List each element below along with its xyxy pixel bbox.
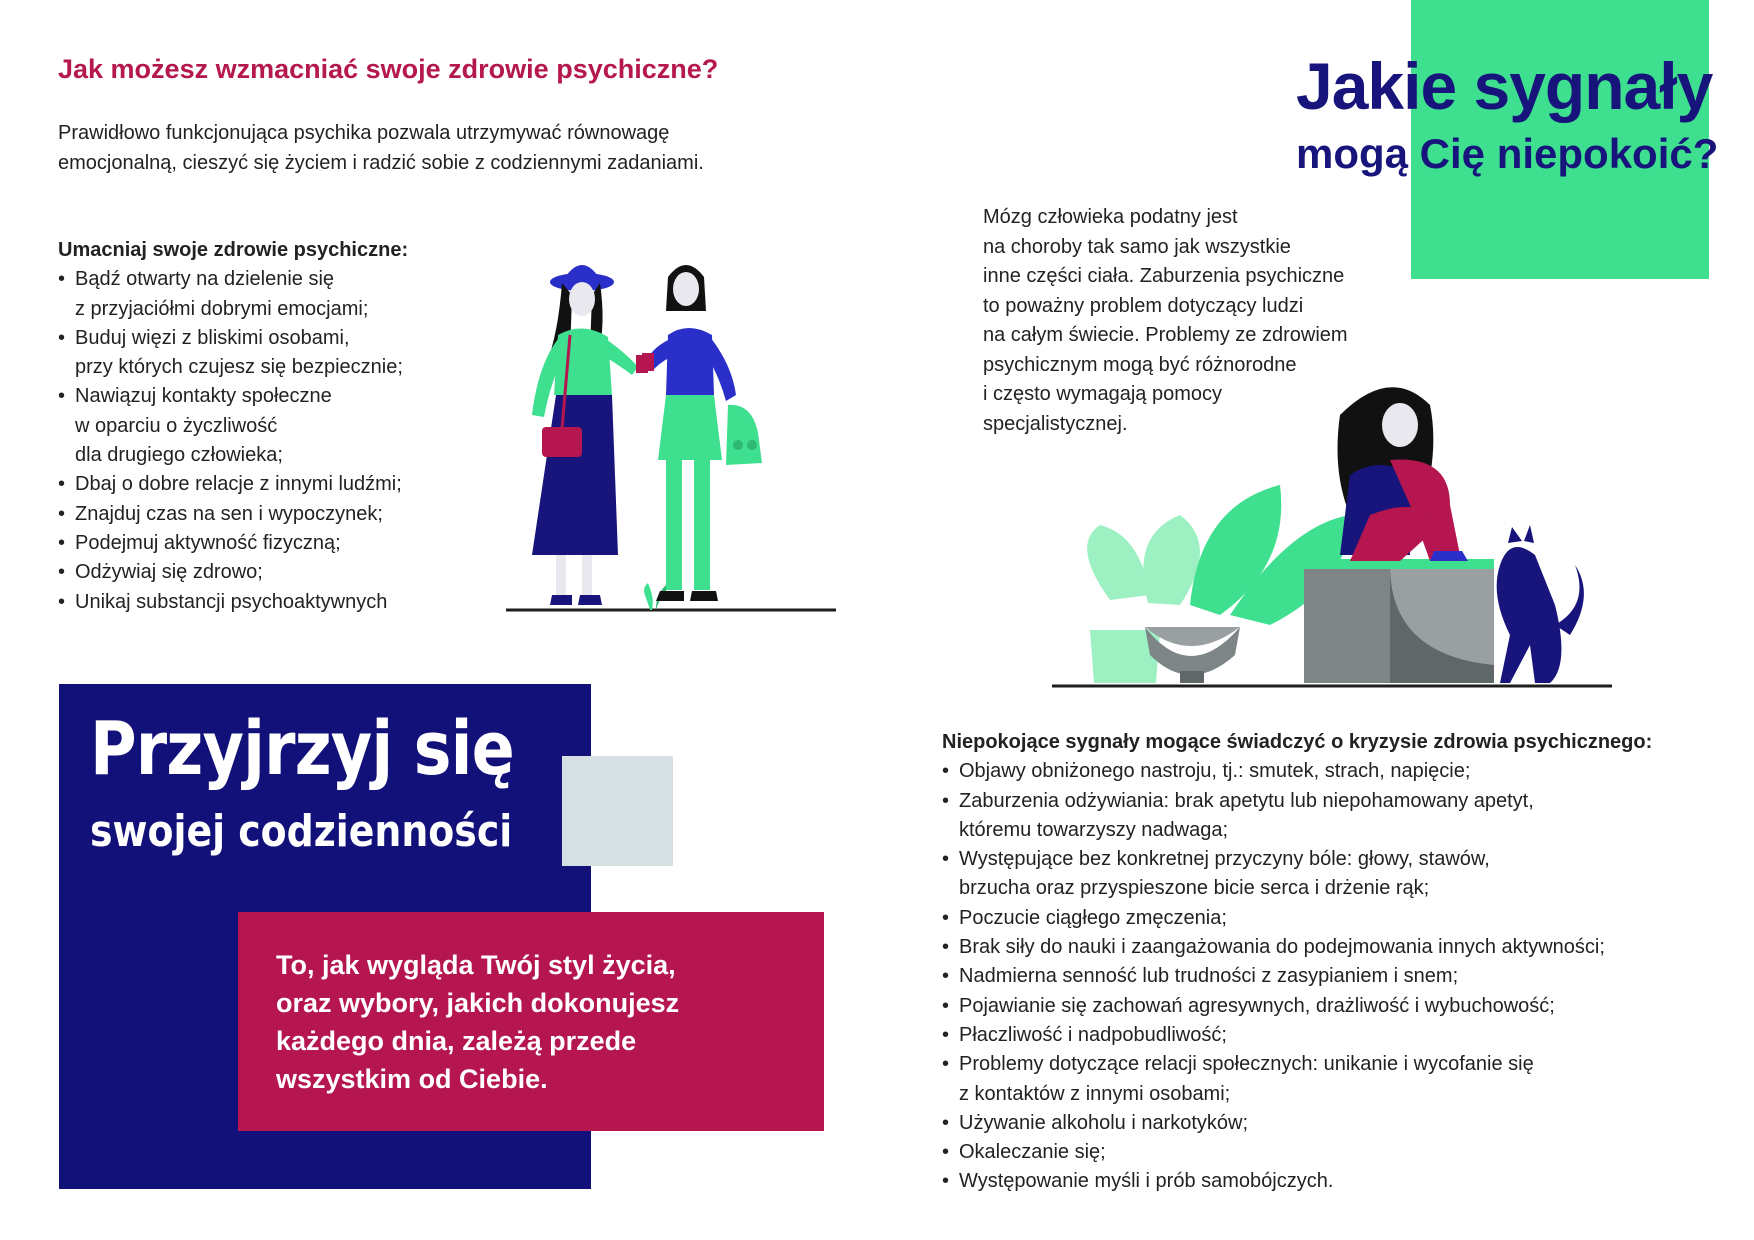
callout-line: każdego dnia, zależą przede	[276, 1026, 637, 1056]
right-subtitle: mogą Cię niepokoić?	[1296, 130, 1719, 177]
list-item-line: • Nawiązuj kontakty społeczne	[75, 385, 332, 408]
sad-woman-with-plants-and-cat-illustration	[1030, 365, 1630, 695]
list-item-line: z kontaktów z innymi osobami;	[959, 1082, 1231, 1105]
callout-line: wszystkim od Ciebie.	[276, 1064, 548, 1094]
tips-list	[58, 265, 408, 617]
banner-subtitle: swojej codzienności	[90, 806, 513, 857]
list-item-line: • Nadmierna senność lub trudności z zasypianiem i snem;	[959, 965, 1459, 988]
left-heading: Jak możesz wzmacniać swoje zdrowie psychiczne?	[58, 54, 719, 84]
list-item	[58, 470, 408, 499]
list-item	[58, 382, 408, 470]
signals-heading: Niepokojące sygnały mogące świadczyć o kryzysie zdrowia psychicznego:	[942, 731, 1653, 753]
list-item	[942, 1050, 1652, 1109]
list-item	[942, 904, 1652, 933]
list-item-line: brzucha oraz przyspieszone bicie serca i drżenie rąk;	[959, 877, 1430, 900]
paragraph-line: i często wymagają pomocy	[983, 383, 1222, 405]
list-item	[942, 787, 1652, 846]
list-item	[942, 1109, 1652, 1138]
sad-woman	[1338, 387, 1469, 561]
paragraph-line: na choroby tak samo jak wszystkie	[983, 235, 1291, 258]
list-item-line: • Zaburzenia odżywiania: brak apetytu lub niepohamowany apetyt,	[959, 789, 1534, 812]
woman-right	[642, 265, 762, 601]
list-item-line: • Objawy obniżonego nastroju, tj.: smutek, strach, napięcie;	[959, 760, 1471, 783]
list-item	[942, 992, 1652, 1021]
list-item-line: z przyjaciółmi dobrymi emocjami;	[75, 297, 369, 320]
list-item-line: • Występujące bez konkretnej przyczyny bóle: głowy, stawów,	[959, 848, 1490, 871]
list-item-line: w oparciu o życzliwość	[75, 414, 278, 437]
list-item	[58, 588, 408, 617]
list-item	[58, 324, 408, 383]
paragraph-line: Mózg człowieka podatny jest	[983, 206, 1238, 228]
list-item-line: • Okaleczanie się;	[959, 1141, 1106, 1164]
callout-line: oraz wybory, jakich dokonujesz	[276, 988, 680, 1018]
signals-section	[942, 728, 1652, 1197]
callout-line: To, jak wygląda Twój styl życia,	[276, 950, 676, 980]
list-item	[58, 265, 408, 324]
list-item-line: • Pojawianie się zachowań agresywnych, drażliwość i wybuchowość;	[959, 994, 1555, 1017]
woman-left	[532, 265, 648, 605]
list-item-line: • Odżywiaj się zdrowo;	[75, 561, 263, 584]
list-item-line: • Buduj więzi z bliskimi osobami,	[75, 326, 350, 349]
two-women-chatting-illustration	[500, 255, 840, 615]
list-item-line: • Podejmuj aktywność fizyczną;	[75, 531, 341, 554]
list-item	[58, 500, 408, 529]
list-item	[58, 529, 408, 558]
list-item	[942, 962, 1652, 991]
list-item-line: • Używanie alkoholu i narkotyków;	[959, 1111, 1249, 1134]
intro-line: Prawidłowo funkcjonująca psychika pozwala utrzymywać równowagę	[58, 122, 670, 144]
tips-section	[58, 236, 408, 617]
list-item-line: • Płaczliwość i nadpobudliwość;	[959, 1023, 1227, 1046]
paragraph-line: psychicznym mogą być różnorodne	[983, 353, 1297, 376]
callout-text	[276, 946, 679, 1098]
banner-title: Przyjrzyj się	[90, 706, 514, 792]
list-item-line: • Znajduj czas na sen i wypoczynek;	[75, 502, 383, 525]
gray-accent-square	[562, 756, 673, 866]
paragraph-line: inne części ciała. Zaburzenia psychiczne	[983, 265, 1345, 287]
list-item	[942, 1138, 1652, 1167]
list-item-line: • Brak siły do nauki i zaangażowania do podejmowania innych aktywności;	[959, 936, 1605, 959]
list-item	[942, 1167, 1652, 1196]
list-item-line: • Poczucie ciągłego zmęczenia;	[959, 906, 1227, 929]
list-item-line: • Problemy dotyczące relacji społecznych: unikanie i wycofanie się	[959, 1053, 1534, 1076]
paragraph-line: specjalistycznej.	[983, 412, 1128, 435]
list-item-line: • Występowanie myśli i prób samobójczych.	[959, 1170, 1334, 1193]
list-item	[942, 845, 1652, 904]
list-item-line: • Unikaj substancji psychoaktywnych	[75, 590, 388, 613]
intro-paragraph	[58, 118, 738, 178]
list-item	[58, 558, 408, 587]
list-item	[942, 1021, 1652, 1050]
cat	[1497, 525, 1584, 683]
list-item-line: dla drugiego człowieka;	[75, 444, 283, 467]
list-item-line: przy których czujesz się bezpiecznie;	[75, 356, 403, 379]
tips-heading: Umacniaj swoje zdrowie psychiczne:	[58, 239, 409, 261]
list-item-line: • Dbaj o dobre relacje z innymi ludźmi;	[75, 473, 402, 496]
list-item	[942, 757, 1652, 786]
list-item-line: któremu towarzyszy nadwaga;	[959, 818, 1229, 841]
list-item	[942, 933, 1652, 962]
paragraph-line: to poważny problem dotyczący ludzi	[983, 294, 1304, 317]
box-seat	[1304, 559, 1494, 683]
right-title: Jakie sygnały	[1296, 49, 1713, 123]
list-item-line: • Bądź otwarty na dzielenie się	[75, 268, 335, 291]
signals-list	[942, 757, 1652, 1196]
intro-line: emocjonalną, cieszyć się życiem i radzić sobie z codziennymi zadaniami.	[58, 152, 704, 174]
paragraph-line: na całym świecie. Problemy ze zdrowiem	[983, 324, 1348, 346]
